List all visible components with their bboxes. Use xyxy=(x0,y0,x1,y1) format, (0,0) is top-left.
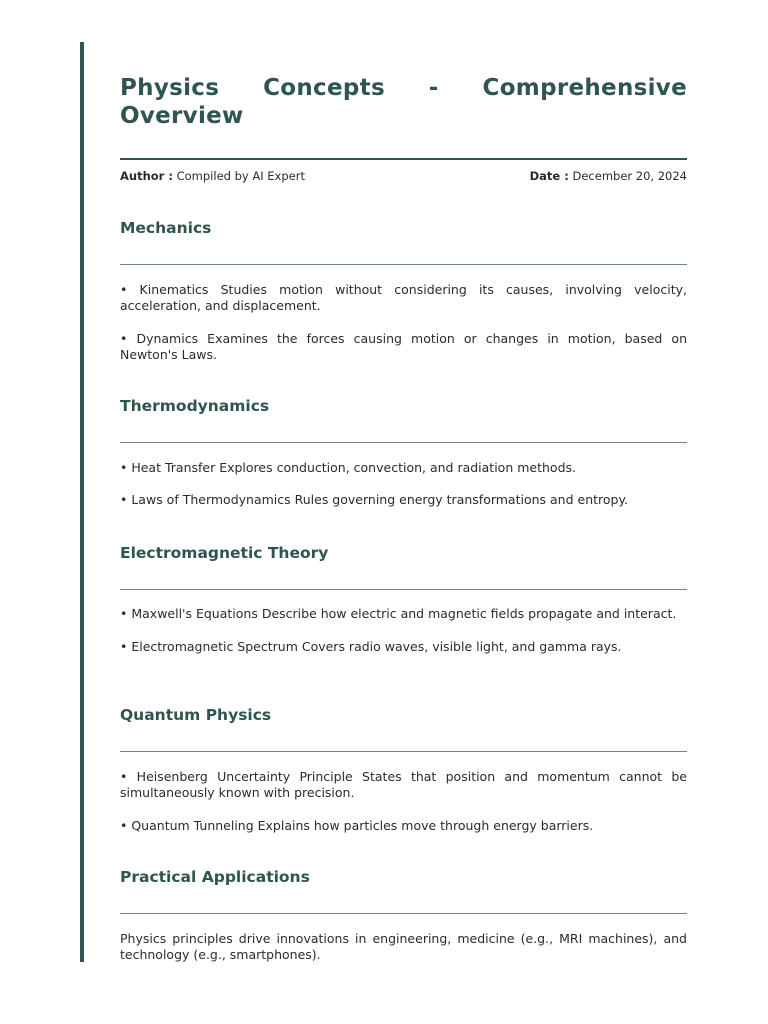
date-value: December 20, 2024 xyxy=(572,169,687,183)
list-item: • Heat Transfer Explores conduction, convection, and radiation methods. xyxy=(120,460,576,475)
section-title: Thermodynamics xyxy=(120,397,270,415)
section-divider xyxy=(120,264,687,265)
section-quantum-physics xyxy=(120,705,687,834)
document-meta xyxy=(120,168,687,184)
section-divider xyxy=(120,442,687,443)
paragraph: Physics principles drive innovations in engineering, medicine (e.g., MRI machines), and technology (e.g., smartphones). xyxy=(120,931,687,962)
list-item: • Heisenberg Uncertainty Principle States that position and momentum cannot be simultaneously known with precision. xyxy=(120,769,687,800)
section-title: Mechanics xyxy=(120,219,212,237)
date-label: Date : xyxy=(529,169,569,183)
list-item: • Dynamics Examines the forces causing motion or changes in motion, based on Newton's Laws. xyxy=(120,331,687,362)
list-item: • Laws of Thermodynamics Rules governing energy transformations and entropy. xyxy=(120,492,629,507)
section-divider xyxy=(120,751,687,752)
section-thermodynamics xyxy=(120,396,687,508)
author-info xyxy=(120,168,305,184)
section-mechanics xyxy=(120,218,687,363)
section-divider xyxy=(120,589,687,590)
date-info xyxy=(530,168,687,184)
list-item: • Maxwell's Equations Describe how electric and magnetic fields propagate and interact. xyxy=(120,606,677,621)
section-divider xyxy=(120,913,687,914)
left-accent-bar xyxy=(80,42,84,962)
author-label: Author : xyxy=(120,169,173,183)
section-title: Practical Applications xyxy=(120,868,310,886)
section-practical-applications xyxy=(120,867,687,963)
list-item: • Electromagnetic Spectrum Covers radio waves, visible light, and gamma rays. xyxy=(120,639,622,654)
list-item: • Quantum Tunneling Explains how particles move through energy barriers. xyxy=(120,818,594,833)
author-value: Compiled by AI Expert xyxy=(176,169,305,183)
page-title: Physics Concepts - Comprehensive Overview xyxy=(120,75,687,129)
section-title: Quantum Physics xyxy=(120,706,272,724)
list-item: • Kinematics Studies motion without considering its causes, involving velocity, acceleration, and displacement. xyxy=(120,282,687,313)
section-title: Electromagnetic Theory xyxy=(120,544,329,562)
section-electromagnetic-theory xyxy=(120,543,687,655)
title-divider xyxy=(120,158,687,160)
document-page xyxy=(120,74,687,962)
